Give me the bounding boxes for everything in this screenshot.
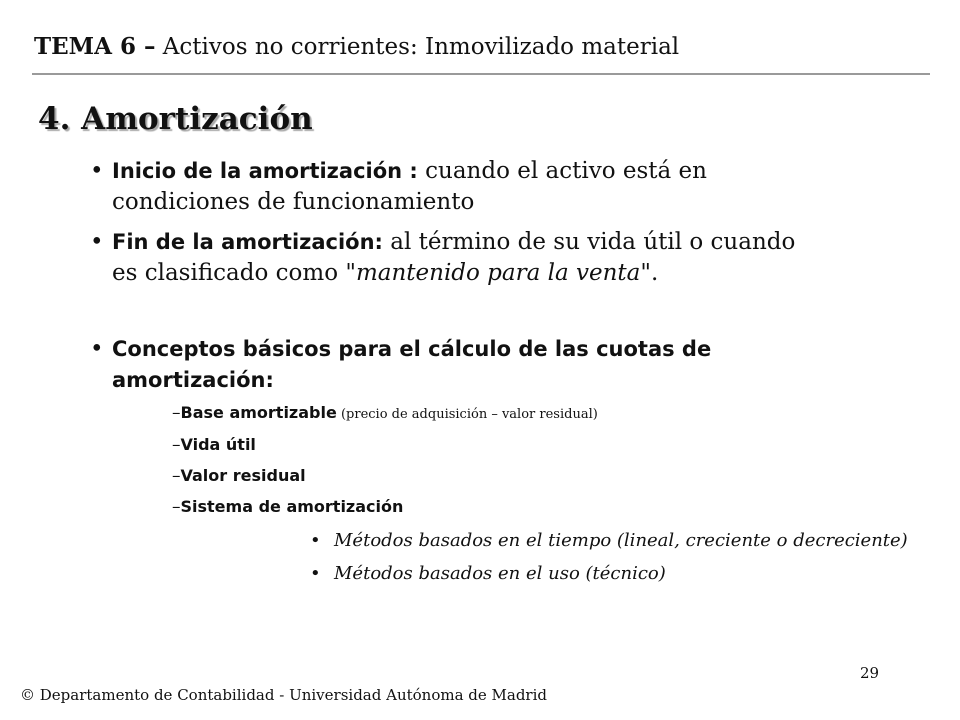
method-text: Métodos basados en el uso (técnico): [334, 563, 666, 584]
bullet-marker: •: [310, 563, 321, 584]
dash-marker: –: [172, 466, 181, 486]
method-text: Métodos basados en el tiempo (lineal, creciente o decreciente): [334, 530, 908, 551]
dash-marker: –: [172, 497, 181, 517]
bullet-marker: •: [310, 530, 321, 551]
section-title: 4. Amortización: [38, 101, 313, 137]
concept-label: Sistema de amortización: [180, 497, 404, 516]
bullet-label: Fin de la amortización:: [112, 230, 383, 254]
concept-label: Base amortizable: [180, 403, 337, 422]
bullet-description-line2: condiciones de funcionamiento: [112, 189, 475, 215]
bullet-label: Inicio de la amortización :: [112, 159, 418, 183]
concept-note: (precio de adquisición – valor residual): [336, 407, 598, 422]
bullet-description-italic: mantenido para la venta: [355, 260, 641, 286]
bullet-marker: •: [90, 229, 104, 255]
concept-vida-util: [172, 435, 256, 455]
footer-copyright: © Departamento de Contabilidad - Universidad Autónoma de Madrid: [20, 686, 548, 704]
bullet-label-line2: amortización:: [112, 368, 274, 392]
dash-marker: –: [172, 435, 181, 455]
bullet-description-line1: cuando el activo está en: [417, 158, 707, 184]
bullet-marker: •: [90, 158, 104, 184]
bullet-description-pre: es clasificado como ": [112, 260, 356, 286]
bullet-text: [112, 156, 902, 218]
dash-marker: –: [172, 403, 181, 423]
header-divider: [32, 73, 930, 75]
bullet-description-post: ".: [640, 260, 659, 286]
page-number: 29: [860, 664, 880, 682]
bullet-text: [112, 227, 902, 289]
method-uso: [310, 563, 666, 584]
header-topic-name: Activos no corrientes: Inmovilizado material: [155, 34, 680, 60]
header-topic-number: TEMA 6 –: [34, 33, 156, 60]
bullet-description-line1: al término de su vida útil o cuando: [382, 229, 796, 255]
concept-valor-residual: [172, 466, 306, 486]
concept-label: Valor residual: [180, 466, 306, 485]
concept-sistema-amortizacion: [172, 497, 403, 517]
method-tiempo: [310, 530, 908, 551]
bullet-text: [112, 334, 902, 396]
bullet-label-line1: Conceptos básicos para el cálculo de las cuotas de: [112, 337, 712, 361]
bullet-marker: •: [90, 336, 104, 362]
concept-base-amortizable: [172, 403, 598, 423]
slide-header-title: [34, 33, 679, 60]
concept-label: Vida útil: [180, 435, 256, 454]
